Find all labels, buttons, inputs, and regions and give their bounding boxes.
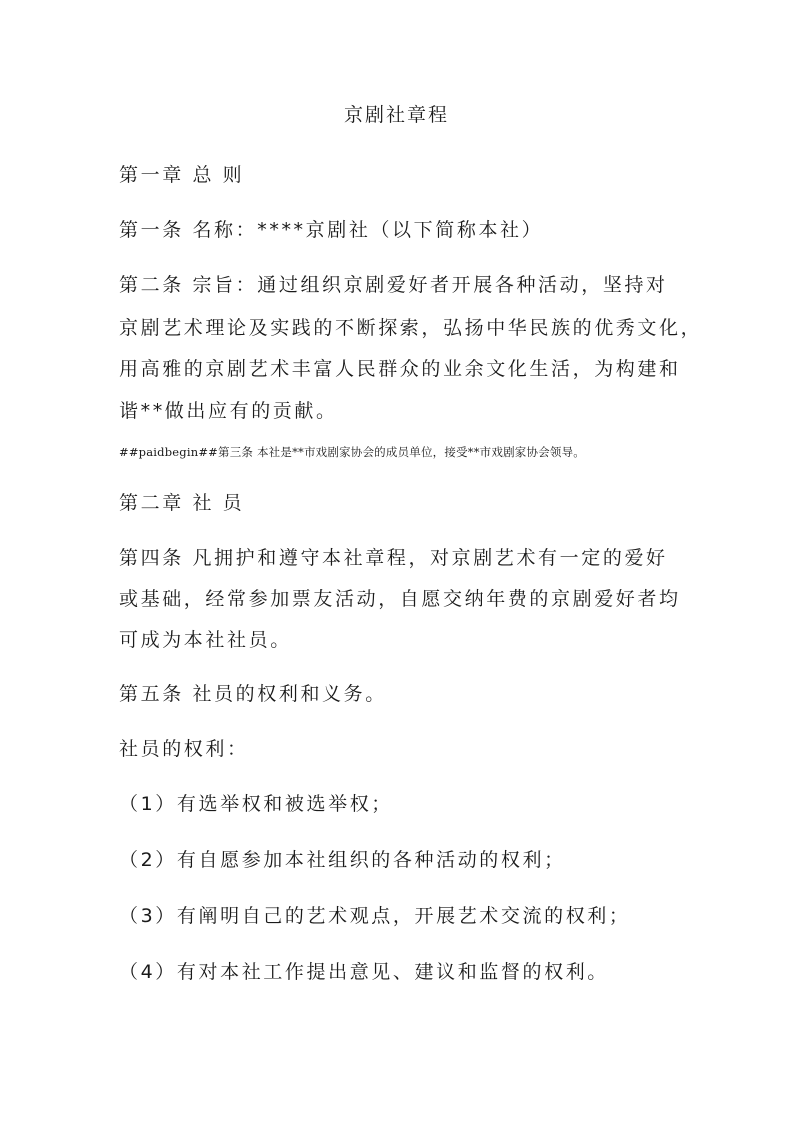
article-2-line-2: 京剧艺术理论及实践的不断探索，弘扬中华民族的优秀文化， — [119, 317, 703, 339]
article-2-line-1: 第二条 宗旨：通过组织京剧爱好者开展各种活动，坚持对 — [119, 274, 668, 296]
article-4-line-2: 或基础，经常参加票友活动，自愿交纳年费的京剧爱好者均 — [119, 588, 681, 610]
article-5: 第五条 社员的权利和义务。 — [119, 683, 387, 705]
article-4-line-3: 可成为本社社员。 — [119, 629, 292, 651]
article-4-line-1: 第四条 凡拥护和遵守本社章程，对京剧艺术有一定的爱好 — [119, 547, 668, 569]
chapter-heading-2: 第二章 社 员 — [119, 492, 245, 514]
article-3: ##paidbegin##第三条 本社是**市戏剧家协会的成员单位，接受**市戏剧家协会领导。 — [119, 445, 585, 459]
chapter-heading-1: 第一章 总 则 — [119, 164, 245, 186]
right-item-4: （4）有对本社工作提出意见、建议和监督的权利。 — [119, 961, 609, 983]
article-2-line-3: 用高雅的京剧艺术丰富人民群众的业余文化生活，为构建和 — [119, 358, 681, 380]
document-title: 京剧社章程 — [343, 104, 449, 126]
rights-heading: 社员的权利： — [119, 738, 249, 760]
right-item-3: （3）有阐明自己的艺术观点，开展艺术交流的权利； — [119, 905, 631, 927]
article-1: 第一条 名称：****京剧社（以下简称本社） — [119, 219, 544, 241]
right-item-2: （2）有自愿参加本社组织的各种活动的权利； — [119, 849, 566, 871]
right-item-1: （1）有选举权和被选举权； — [119, 793, 393, 815]
article-2-line-4: 谐**做出应有的贡献。 — [119, 400, 338, 422]
